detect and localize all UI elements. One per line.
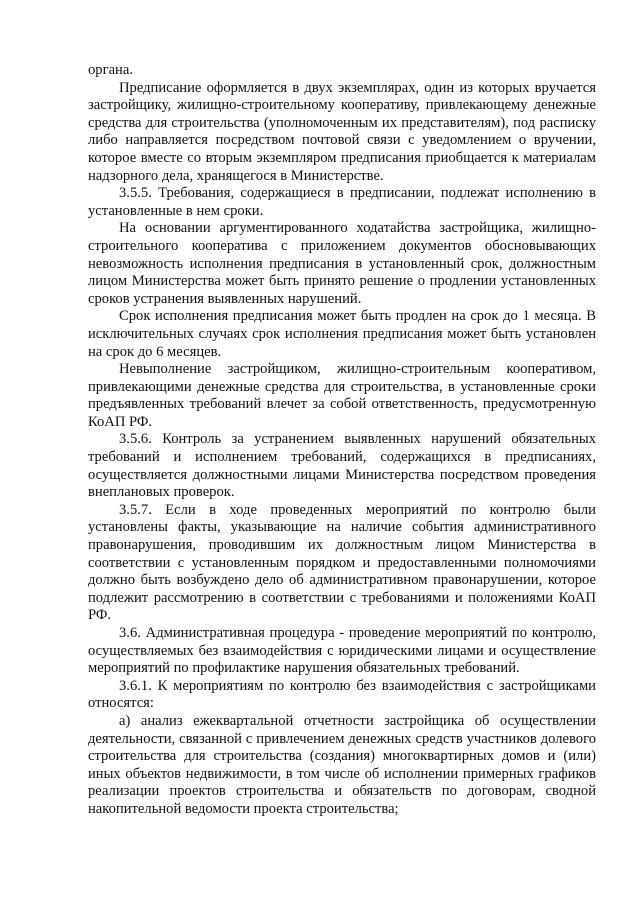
paragraph-3-6: 3.6. Административная процедура - проведение мероприятий по контролю, осуществляемых без взаимодействия с юридическими лицами и осуществление мероприятий по профилактике нарушения обязательных требований. <box>88 625 596 677</box>
paragraph-extension-term: Срок исполнения предписания может быть продлен на срок до 1 месяца. В исключительных случаях срок исполнения предписания может быть установлен на срок до 6 месяцев. <box>88 308 596 360</box>
paragraph-extension-petition: На основании аргументированного ходатайства застройщика, жилищно-строительного кооператива с приложением документов обосновывающих невозможность исполнения предписания в установленный срок, должностным лицом Министерства может быть принято решение о продлении установленных сроков устранения выявленных нарушений. <box>88 220 596 307</box>
paragraph-3-5-5: 3.5.5. Требования, содержащиеся в предписании, подлежат исполнению в установленные в нем сроки. <box>88 185 596 219</box>
paragraph-3-5-7: 3.5.7. Если в ходе проведенных мероприятий по контролю были установлены факты, указывающие на наличие события административного правонарушения, проводившим их должностным лицом Министерства в соответствии с установленным порядком и предоставленными полномочиями должно быть возбуждено дело об административном правонарушении, которое подлежит рассмотрению в соответствии с требованиями и положениями КоАП РФ. <box>88 501 596 624</box>
paragraph-prescription-copies: Предписание оформляется в двух экземплярах, один из которых вручается застройщику, жилищно-строительному кооперативу, привлекающему денежные средства для строительства (уполномоченным их представителям), под расписку либо направляется посредством почтовой связи с уведомлением о вручении, которое вместе со вторым экземпляром предписания приобщается к материалам надзорного дела, хранящегося в Министерстве. <box>88 79 596 184</box>
document-page <box>88 62 596 819</box>
paragraph-3-6-1: 3.6.1. К мероприятиям по контролю без взаимодействия с застройщиками относятся: <box>88 677 596 712</box>
paragraph-organ-continuation: органа. <box>88 62 133 78</box>
paragraph-non-fulfillment: Невыполнение застройщиком, жилищно-строительным кооперативом, привлекающими денежные средства для строительства, в установленные сроки предъявленных требований влечет за собой ответственность, предусмотренную КоАП РФ. <box>88 361 596 430</box>
paragraph-item-a: а) анализ ежеквартальной отчетности застройщика об осуществлении деятельности, связанной с привлечением денежных средств участников долевого строительства для строительства (создания) многоквартирных домов и (или) иных объектов недвижимости, в том числе об исполнении примерных графиков реализации проектов строительства и обязательств по договорам, сводной накопительной ведомости проекта строительства; <box>88 712 596 817</box>
paragraph-3-5-6: 3.5.6. Контроль за устранением выявленных нарушений обязательных требований и исполнением требований, содержащихся в предписаниях, осуществляется должностными лицами Министерства посредством проведения внеплановых проверок. <box>88 431 596 501</box>
